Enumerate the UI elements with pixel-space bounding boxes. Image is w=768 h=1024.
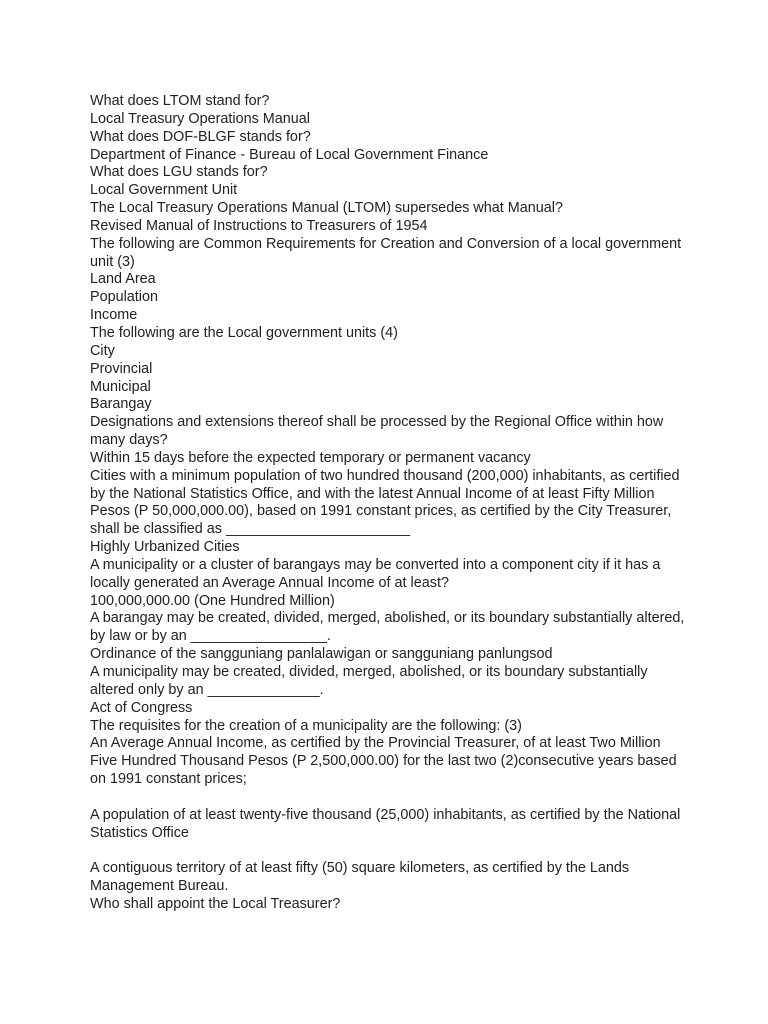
answer-barangay: Barangay: [90, 396, 152, 413]
question-lgu: What does LGU stands for?: [90, 164, 268, 181]
question-dof-blgf: What does DOF-BLGF stands for?: [90, 128, 311, 145]
answer-highly-urbanized: Highly Urbanized Cities: [90, 539, 240, 556]
answer-provincial: Provincial: [90, 360, 153, 377]
document-page: [90, 93, 690, 914]
answer-municipality-creation: Act of Congress: [90, 699, 193, 716]
answer-municipal: Municipal: [90, 378, 151, 395]
question-ltom-supersedes: The Local Treasury Operations Manual (LTOM) supersedes what Manual?: [90, 200, 563, 217]
question-designations: Designations and extensions thereof shall be processed by the Regional Office within how many days?: [90, 414, 668, 449]
question-local-treasurer: Who shall appoint the Local Treasurer?: [90, 895, 341, 912]
answer-dof-blgf: Department of Finance - Bureau of Local Government Finance: [90, 146, 489, 163]
answer-lgu: Local Government Unit: [90, 182, 238, 199]
requisite-population: A population of at least twenty-five thousand (25,000) inhabitants, as certified by the National Statistics Office: [90, 806, 685, 841]
answer-city: City: [90, 342, 115, 359]
answer-barangay-creation: Ordinance of the sangguniang panlalawigan or sangguniang panlungsod: [90, 646, 553, 663]
question-municipality-requisites: The requisites for the creation of a municipality are the following: (3): [90, 717, 522, 734]
blank-line: [90, 789, 690, 807]
question-common-requirements: The following are Common Requirements for Creation and Conversion of a local government unit (3): [90, 235, 686, 270]
blank-line: [90, 842, 690, 860]
answer-population: Population: [90, 289, 159, 306]
question-barangay-creation: A barangay may be created, divided, merged, abolished, or its boundary substantially altered, by law or by an _________________.: [90, 610, 689, 645]
answer-income: Income: [90, 307, 138, 324]
requisite-territory: A contiguous territory of at least fifty (50) square kilometers, as certified by the Lands Management Bureau.: [90, 860, 634, 895]
question-component-city: A municipality or a cluster of barangays may be converted into a component city if it has a locally generated an Average Annual Income of at least?: [90, 556, 665, 591]
question-ltom: What does LTOM stand for?: [90, 93, 270, 109]
answer-designations: Within 15 days before the expected temporary or permanent vacancy: [90, 449, 531, 466]
answer-component-city: 100,000,000.00 (One Hundred Million): [90, 592, 335, 609]
requisite-income: An Average Annual Income, as certified by the Provincial Treasurer, of at least Two Million Five Hundred Thousand Pesos (P 2,500,000.00) for the last two (2)consecutive years based on 1991 constant prices;: [90, 735, 681, 788]
answer-ltom-supersedes: Revised Manual of Instructions to Treasurers of 1954: [90, 217, 428, 234]
question-municipality-creation: A municipality may be created, divided, merged, abolished, or its boundary substantially altered only by an ______________.: [90, 664, 652, 698]
answer-ltom: Local Treasury Operations Manual: [90, 110, 310, 127]
question-lgu-types: The following are the Local government units (4): [90, 324, 398, 341]
question-cities-classification: Cities with a minimum population of two hundred thousand (200,000) inhabitants, as certified by the National Statistics Office, and with the latest Annual Income of at least Fifty Million Pesos (P 50,000,000.00), based on 1991 constant prices, as certified by the City Treasurer, shall be classified as _______________________: [90, 467, 684, 538]
answer-land-area: Land Area: [90, 271, 156, 288]
